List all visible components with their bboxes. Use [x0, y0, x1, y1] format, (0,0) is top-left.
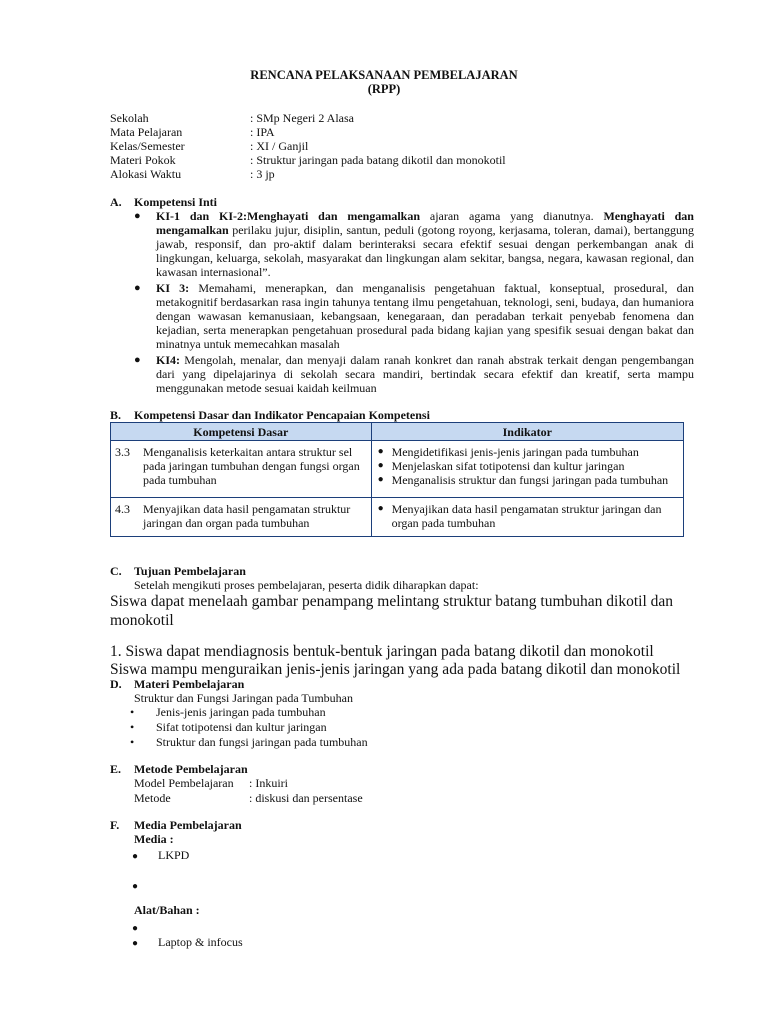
material-list	[130, 705, 368, 750]
list-item	[132, 878, 189, 893]
identity-value: : 3 jp	[250, 167, 275, 181]
list-item	[130, 705, 368, 720]
list-item	[376, 473, 679, 487]
table-header-row	[111, 423, 684, 441]
document-title: RENCANA PELAKSANAAN PEMBELAJARAN	[250, 68, 518, 82]
table-header-cell: Kompetensi Dasar	[111, 423, 372, 441]
indicator-text: Menganalisis struktur dan fungsi jaringan pada tumbuhan	[391, 473, 669, 487]
section-letter: A.	[110, 195, 122, 209]
method-value: : Inkuiri	[249, 776, 288, 790]
identity-value: : XI / Ganjil	[250, 139, 309, 153]
bullet-icon: ●	[132, 938, 139, 949]
ki-item	[130, 281, 694, 351]
identity-value: : Struktur jaringan pada batang dikotil dan monokotil	[250, 153, 506, 167]
competency-table	[110, 422, 684, 537]
indicator-text: Menyajikan data hasil pengamatan struktur jaringan dan organ pada tumbuhan	[391, 502, 662, 530]
list-item	[132, 848, 189, 878]
ki-text: ajaran agama yang dianutnya.	[420, 209, 604, 223]
indicator-list	[376, 445, 679, 487]
table-cell	[371, 498, 683, 537]
method-key: Metode	[134, 791, 171, 805]
list-item	[130, 735, 368, 750]
section-title: Tujuan Pembelajaran	[134, 564, 246, 578]
identity-key: Alokasi Waktu	[110, 167, 182, 181]
identity-key: Materi Pokok	[110, 153, 176, 167]
bullet-icon: ●	[134, 354, 141, 366]
bullet-icon: ●	[134, 282, 141, 294]
tools-list	[132, 920, 243, 950]
objective-line: monokotil	[110, 612, 174, 629]
identity-row	[110, 167, 506, 181]
ki-text: perilaku jujur, disiplin, santun, peduli (gotong royong, kerjasama, toleran, damai), bertanggung jawab, responsif, dan pro-aktif dalam berinteraksi secara efektif sesuai dengan perkembangan anak di lingkungan, keluarga, sekolah, masyarakat dan lingkungan alam sekitar, bangsa, negara, kawasan regional, dan kawasan internasional”.	[156, 223, 694, 279]
section-letter: D.	[110, 677, 122, 691]
ki-text: Memahami, menerapkan, dan menganalisis pengetahuan faktual, konseptual, prosedural, dan metakognitif berdasarkan rasa ingin tahunya tentang ilmu pengetahuan, teknologi, seni, budaya, dan humaniora dengan wawasan kemanusiaan, kebangsaan, kenegaraan, dan peradaban terkait penyebab fenomena dan kejadian, serta menerapkan pengetahuan prosedural pada bidang kajian yang spesifik sesuai dengan bakat dan minatnya untuk memecahkan masalah	[156, 281, 695, 351]
objective-line: Siswa mampu menguraikan jenis-jenis jaringan yang ada pada batang dikotil dan monokotil	[110, 661, 681, 678]
method-row	[134, 791, 363, 805]
objective-intro: Setelah mengikuti proses pembelajaran, peserta didik diharapkan dapat:	[134, 578, 479, 592]
section-letter: F.	[110, 818, 120, 832]
section-title: Materi Pembelajaran	[134, 677, 245, 691]
bullet-icon: ●	[134, 210, 141, 222]
indicator-text: Menjelaskan sifat totipotensi dan kultur jaringan	[391, 459, 625, 473]
identity-row	[110, 153, 506, 167]
list-item	[132, 920, 243, 935]
material-text: Jenis-jenis jaringan pada tumbuhan	[156, 705, 326, 719]
section-d-heading	[110, 677, 244, 691]
section-e-heading	[110, 762, 248, 776]
method-value: : diskusi dan persentase	[249, 791, 363, 805]
section-c-heading	[110, 564, 246, 578]
section-title: Media Pembelajaran	[134, 818, 242, 832]
objective-line: 1. Siswa dapat mendiagnosis bentuk-bentuk jaringan pada batang dikotil dan monokotil	[110, 643, 654, 660]
section-title: Metode Pembelajaran	[134, 762, 248, 776]
table-cell	[371, 441, 683, 498]
kd-number: 3.3	[115, 445, 130, 459]
table-row	[111, 441, 684, 498]
section-b-heading	[110, 408, 430, 422]
section-title: Kompetensi Dasar dan Indikator Pencapaian Kompetensi	[134, 408, 430, 422]
identity-row	[110, 139, 506, 153]
kd-text: Menyajikan data hasil pengamatan struktur jaringan dan organ pada tumbuhan	[143, 502, 351, 530]
bullet-icon: •	[130, 705, 135, 719]
tools-label: Alat/Bahan :	[134, 903, 200, 917]
bullet-icon: ●	[377, 460, 384, 471]
bullet-icon: ●	[377, 446, 384, 457]
ki-item	[130, 209, 694, 279]
material-text: Struktur dan fungsi jaringan pada tumbuhan	[156, 735, 368, 749]
table-cell	[111, 441, 372, 498]
objective-line: Siswa dapat menelaah gambar penampang melintang struktur batang tumbuhan dikotil dan	[110, 593, 674, 610]
section-letter: B.	[110, 408, 122, 422]
media-list	[132, 848, 189, 893]
bullet-icon: ●	[132, 881, 139, 892]
material-text: Sifat totipotensi dan kultur jaringan	[156, 720, 327, 734]
identity-block	[110, 111, 506, 181]
kd-text: Menganalisis keterkaitan antara struktur sel pada jaringan tumbuhan dengan fungsi organ pada tumbuhan	[143, 445, 360, 487]
bullet-icon: ●	[132, 851, 139, 862]
document-subtitle: (RPP)	[367, 82, 401, 96]
identity-row	[110, 125, 506, 139]
indicator-list	[376, 502, 679, 530]
bullet-icon: ●	[377, 474, 384, 485]
material-intro: Struktur dan Fungsi Jaringan pada Tumbuhan	[134, 691, 353, 705]
ki-item	[130, 353, 694, 395]
section-f-heading	[110, 818, 242, 832]
table-row	[111, 498, 684, 537]
list-item	[376, 502, 679, 530]
list-item	[130, 720, 368, 735]
kd-number: 4.3	[115, 502, 130, 516]
ki-list	[130, 209, 694, 397]
indicator-text: Mengidetifikasi jenis-jenis jaringan pada tumbuhan	[391, 445, 639, 459]
section-title: Kompetensi Inti	[134, 195, 218, 209]
ki-lead: KI-1 dan KI-2:Menghayati dan mengamalkan	[156, 209, 421, 223]
ki-text: Mengolah, menalar, dan menyaji dalam ranah konkret dan ranah abstrak terkait dengan pengembangan dari yang dipelajarinya di sekolah secara mandiri, bertindak secara efektif dan kreatif, serta mampu menggunakan metode sesuai kaidah keilmuan	[156, 353, 694, 395]
identity-value: : SMp Negeri 2 Alasa	[250, 111, 354, 125]
media-text: LKPD	[158, 848, 190, 862]
method-model-row	[134, 776, 288, 790]
ki-lead: KI4:	[156, 353, 180, 367]
identity-key: Sekolah	[110, 111, 149, 125]
list-item	[132, 935, 243, 950]
method-key: Model Pembelajaran	[134, 776, 234, 790]
tool-text: Laptop & infocus	[158, 935, 243, 949]
bullet-icon: •	[130, 720, 135, 734]
identity-key: Kelas/Semester	[110, 139, 185, 153]
section-letter: E.	[110, 762, 122, 776]
table-header-cell: Indikator	[371, 423, 683, 441]
ki-bold-text: Menghayati dan mengamalkan	[156, 209, 694, 237]
table-cell	[111, 498, 372, 537]
list-item	[376, 459, 679, 473]
bullet-icon: ●	[132, 923, 139, 934]
media-label: Media :	[134, 832, 174, 846]
bullet-icon: ●	[377, 503, 384, 514]
list-item	[376, 445, 679, 459]
identity-value: : IPA	[250, 125, 275, 139]
identity-key: Mata Pelajaran	[110, 125, 183, 139]
bullet-icon: •	[130, 735, 135, 749]
section-letter: C.	[110, 564, 122, 578]
identity-row	[110, 111, 506, 125]
ki-lead: KI 3:	[156, 281, 190, 295]
section-a-heading	[110, 195, 217, 209]
